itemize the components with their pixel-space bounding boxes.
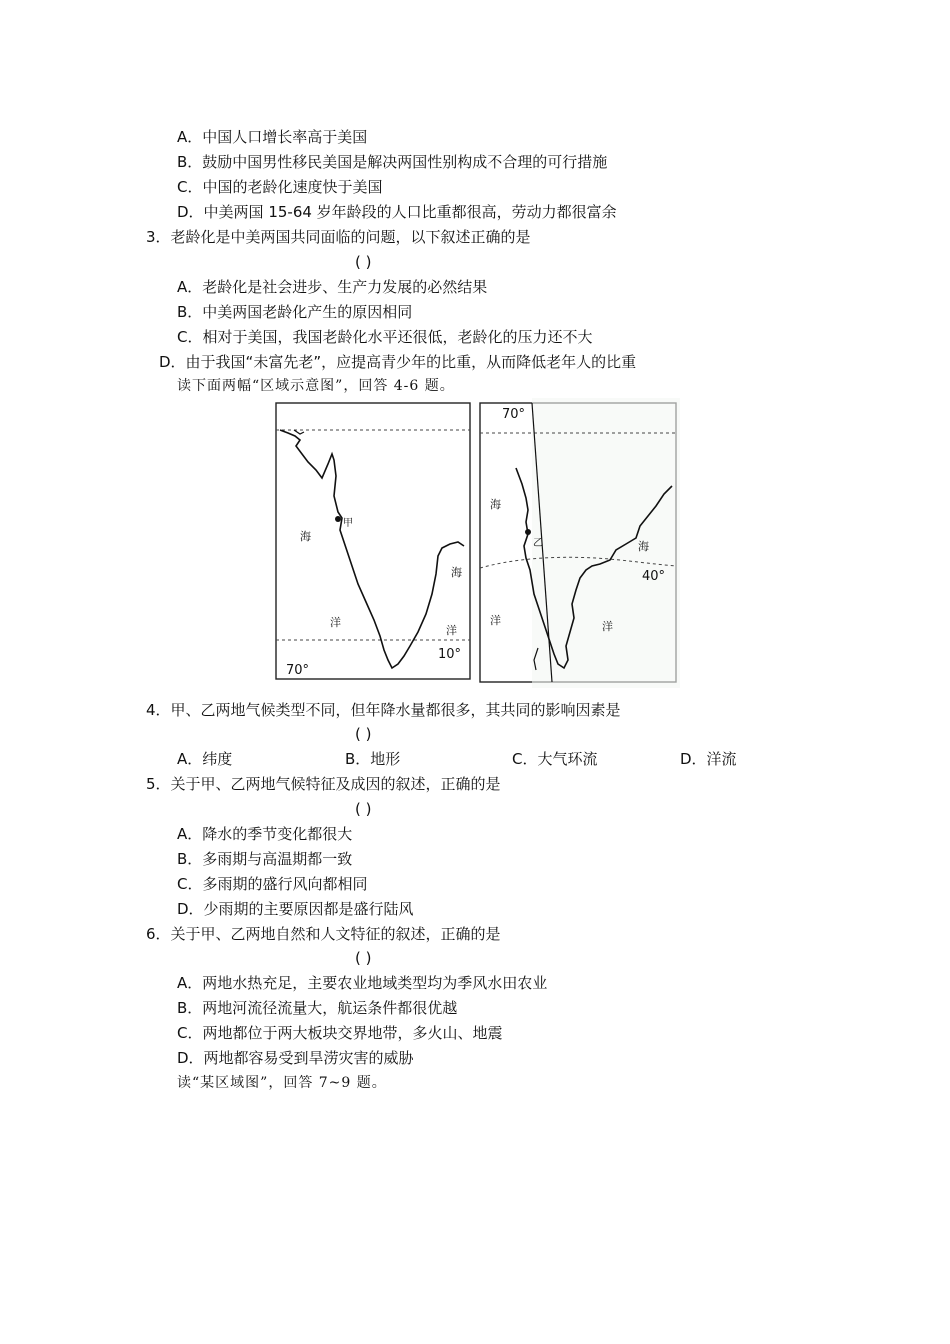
q3-answer-paren: ( ) xyxy=(355,253,372,271)
map-left-city-jia-dot xyxy=(335,516,341,522)
map-right-east-asia xyxy=(476,398,680,688)
map-right-city-yi: 乙 xyxy=(533,538,543,549)
q4-option-c: C．大气环流 xyxy=(512,750,598,768)
read-intro-4-6: 读下面两幅“区域示意图”，回答 4-6 题。 xyxy=(177,378,455,394)
map-left-bay-char-1: 海 xyxy=(451,566,462,579)
q5-option-a: A．降水的季节变化都很大 xyxy=(177,825,353,843)
map-left-longitude-label: 70° xyxy=(286,663,310,678)
q2-option-d: D．中美两国 15-64 岁年龄段的人口比重都很高，劳动力都很富余 xyxy=(177,203,617,221)
map-left-city-jia: 甲 xyxy=(343,518,353,529)
q3-stem: 3．老龄化是中美两国共同面临的问题，以下叙述正确的是 xyxy=(146,228,531,246)
q6-option-d: D．两地都容易受到旱涝灾害的威胁 xyxy=(177,1049,414,1067)
q2-option-c: C．中国的老龄化速度快于美国 xyxy=(177,178,383,196)
q3-option-c: C．相对于美国，我国老龄化水平还很低，老龄化的压力还不大 xyxy=(177,328,593,346)
map-left-gulf-coast xyxy=(294,430,304,434)
q3-option-d: D．由于我国“未富先老”，应提高青少年的比重，从而降低老年人的比重 xyxy=(159,353,637,371)
map-left-india xyxy=(270,398,472,682)
q6-option-b: B．两地河流径流量大，航运条件都很优越 xyxy=(177,999,458,1017)
q6-option-c: C．两地都位于两大板块交界地带，多火山、地震 xyxy=(177,1024,503,1042)
q5-option-c: C．多雨期的盛行风向都相同 xyxy=(177,875,368,893)
q4-option-b: B．地形 xyxy=(345,750,401,768)
read-intro-7-9: 读“某区域图”，回答 7~9 题。 xyxy=(177,1075,387,1091)
map-left-arabian-sea-char-1: 海 xyxy=(300,530,311,543)
map-left-latitude-label: 10° xyxy=(438,647,462,662)
map-right-right-char-2: 洋 xyxy=(602,620,613,633)
map-left-bay-char-2: 洋 xyxy=(446,624,457,637)
q2-option-b: B．鼓励中国男性移民美国是解决两国性别构成不合理的可行措施 xyxy=(177,153,608,171)
map-left-coastline xyxy=(280,430,464,668)
map-right-top-label: 70° xyxy=(502,407,526,422)
q3-option-b: B．中美两国老龄化产生的原因相同 xyxy=(177,303,413,321)
map-right-left-char-2: 洋 xyxy=(490,614,501,627)
q6-option-a: A．两地水热充足，主要农业地域类型均为季风水田农业 xyxy=(177,974,548,992)
q5-stem: 5．关于甲、乙两地气候特征及成因的叙述，正确的是 xyxy=(146,775,501,793)
q2-option-a: A．中国人口增长率高于美国 xyxy=(177,128,368,146)
q4-option-a: A．纬度 xyxy=(177,750,233,768)
q5-answer-paren: ( ) xyxy=(355,800,372,818)
map-right-latitude-label: 40° xyxy=(642,569,666,584)
map-right-bleed-through xyxy=(532,398,680,688)
map-left-arabian-sea-char-2: 洋 xyxy=(330,616,341,629)
q6-stem: 6．关于甲、乙两地自然和人文特征的叙述，正确的是 xyxy=(146,925,501,943)
q4-option-d: D．洋流 xyxy=(680,750,737,768)
q4-stem: 4．甲、乙两地气候类型不同，但年降水量都很多，其共同的影响因素是 xyxy=(146,701,621,719)
map-right-city-yi-dot xyxy=(525,529,531,535)
q5-option-d: D．少雨期的主要原因都是盛行陆风 xyxy=(177,900,414,918)
q4-answer-paren: ( ) xyxy=(355,725,372,743)
q3-option-a: A．老龄化是社会进步、生产力发展的必然结果 xyxy=(177,278,488,296)
map-right-right-char-1: 海 xyxy=(638,540,649,553)
q6-answer-paren: ( ) xyxy=(355,949,372,967)
q5-option-b: B．多雨期与高温期都一致 xyxy=(177,850,353,868)
map-right-left-char-1: 海 xyxy=(490,498,501,511)
